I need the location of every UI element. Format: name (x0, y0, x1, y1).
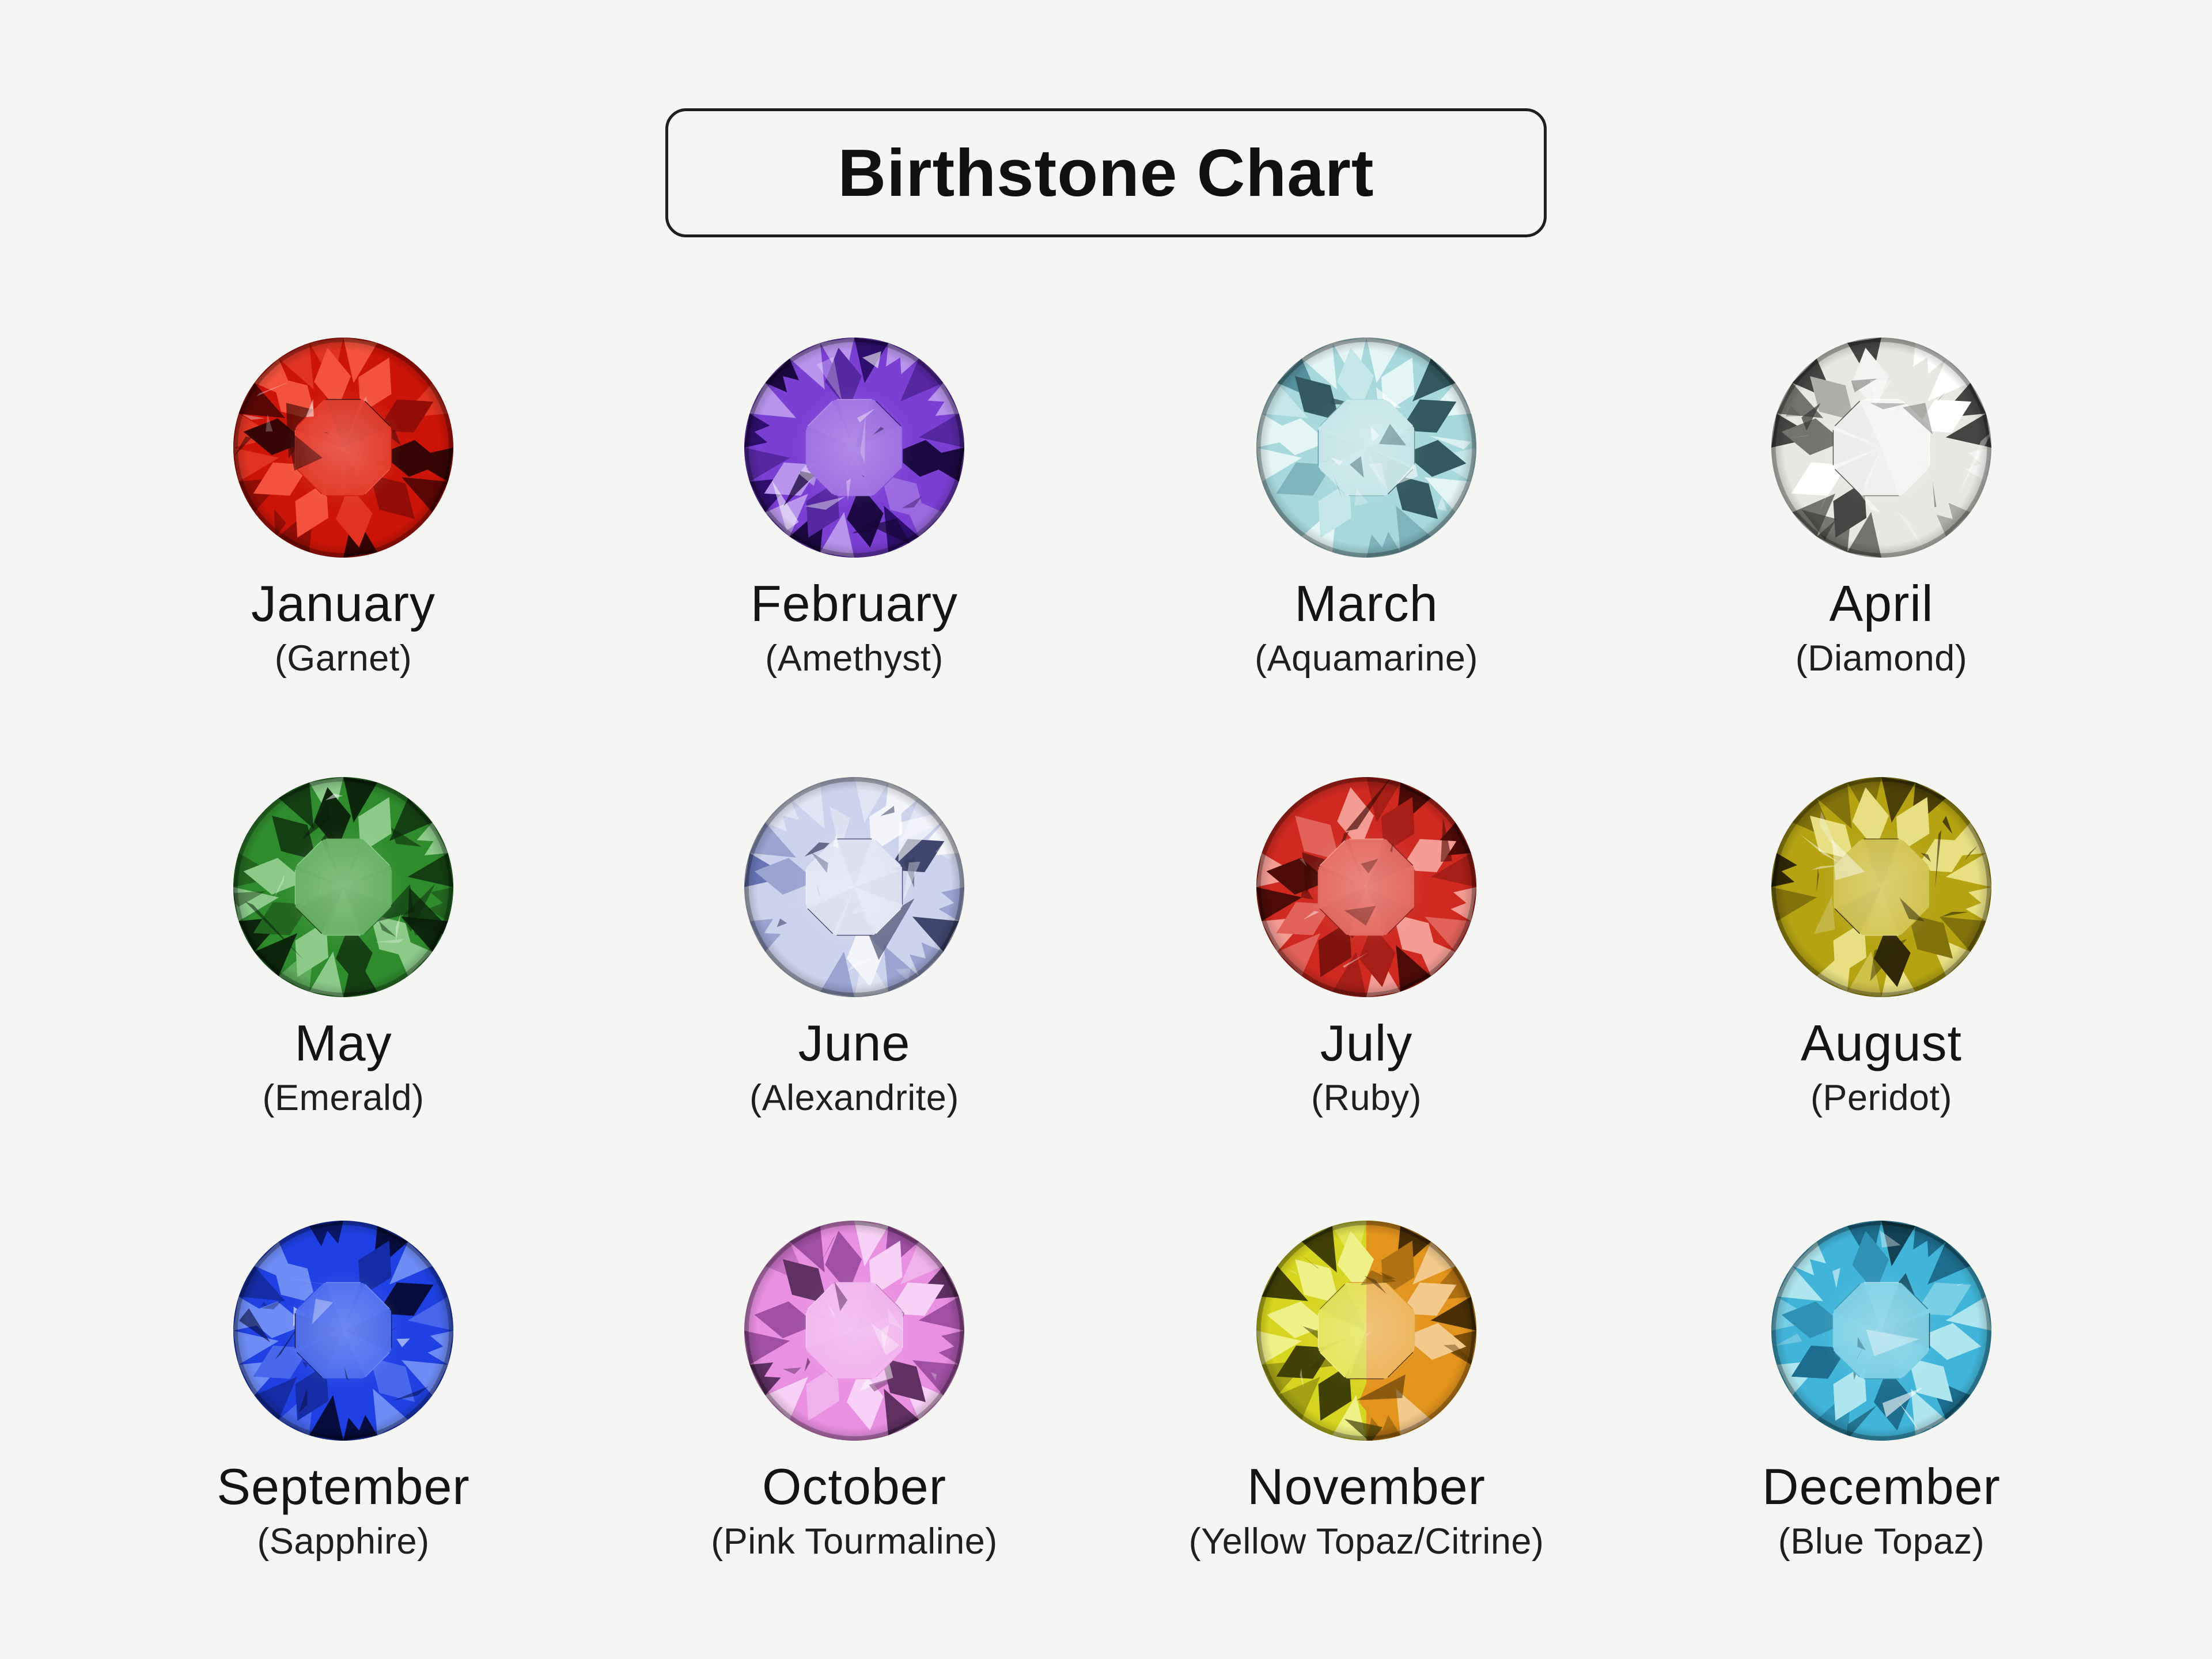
birthstone-cell-september (87, 1218, 600, 1561)
stone-label: (Amethyst) (765, 638, 944, 679)
stone-label: (Peridot) (1810, 1078, 1953, 1119)
gem-icon-april (1769, 335, 1994, 560)
month-label: October (762, 1458, 947, 1515)
month-label: August (1801, 1014, 1962, 1071)
birthstone-cell-december (1625, 1218, 2138, 1561)
gem-icon-march (1254, 335, 1479, 560)
gem-icon-september (231, 1218, 456, 1443)
birthstone-cell-october (598, 1218, 1111, 1561)
birthstone-cell-february (598, 335, 1111, 678)
month-label: June (798, 1014, 911, 1071)
stone-label: (Blue Topaz) (1778, 1521, 1985, 1562)
birthstone-cell-may (87, 775, 600, 1118)
month-label: December (1762, 1458, 2001, 1515)
gem-icon-august (1769, 775, 1994, 999)
gem-icon-may (231, 775, 456, 999)
month-label: February (750, 575, 959, 632)
gem-icon-december (1769, 1218, 1994, 1443)
birthstone-cell-july (1110, 775, 1623, 1118)
page-title: Birthstone Chart (838, 135, 1374, 210)
birthstone-cell-march (1110, 335, 1623, 678)
stone-label: (Sapphire) (257, 1521, 430, 1562)
month-label: May (294, 1014, 392, 1071)
month-label: March (1294, 575, 1438, 632)
month-label: July (1320, 1014, 1413, 1071)
month-label: November (1247, 1458, 1486, 1515)
birthstone-cell-january (87, 335, 600, 678)
stone-label: (Garnet) (274, 638, 412, 679)
gem-icon-february (742, 335, 967, 560)
month-label: April (1829, 575, 1934, 632)
stone-label: (Alexandrite) (749, 1078, 959, 1119)
stone-label: (Emerald) (262, 1078, 425, 1119)
stone-label: (Ruby) (1310, 1078, 1422, 1119)
gem-icon-july (1254, 775, 1479, 999)
month-label: January (251, 575, 436, 632)
gem-icon-november (1254, 1218, 1479, 1443)
birthstone-cell-november (1110, 1218, 1623, 1561)
gem-icon-january (231, 335, 456, 560)
birthstone-cell-june (598, 775, 1111, 1118)
stone-label: (Diamond) (1795, 638, 1968, 679)
gem-icon-october (742, 1218, 967, 1443)
month-label: September (217, 1458, 470, 1515)
birthstone-cell-april (1625, 335, 2138, 678)
birthstone-cell-august (1625, 775, 2138, 1118)
gem-icon-june (742, 775, 967, 999)
stone-label: (Pink Tourmaline) (711, 1521, 998, 1562)
stone-label: (Yellow Topaz/Citrine) (1188, 1521, 1544, 1562)
stone-label: (Aquamarine) (1255, 638, 1478, 679)
